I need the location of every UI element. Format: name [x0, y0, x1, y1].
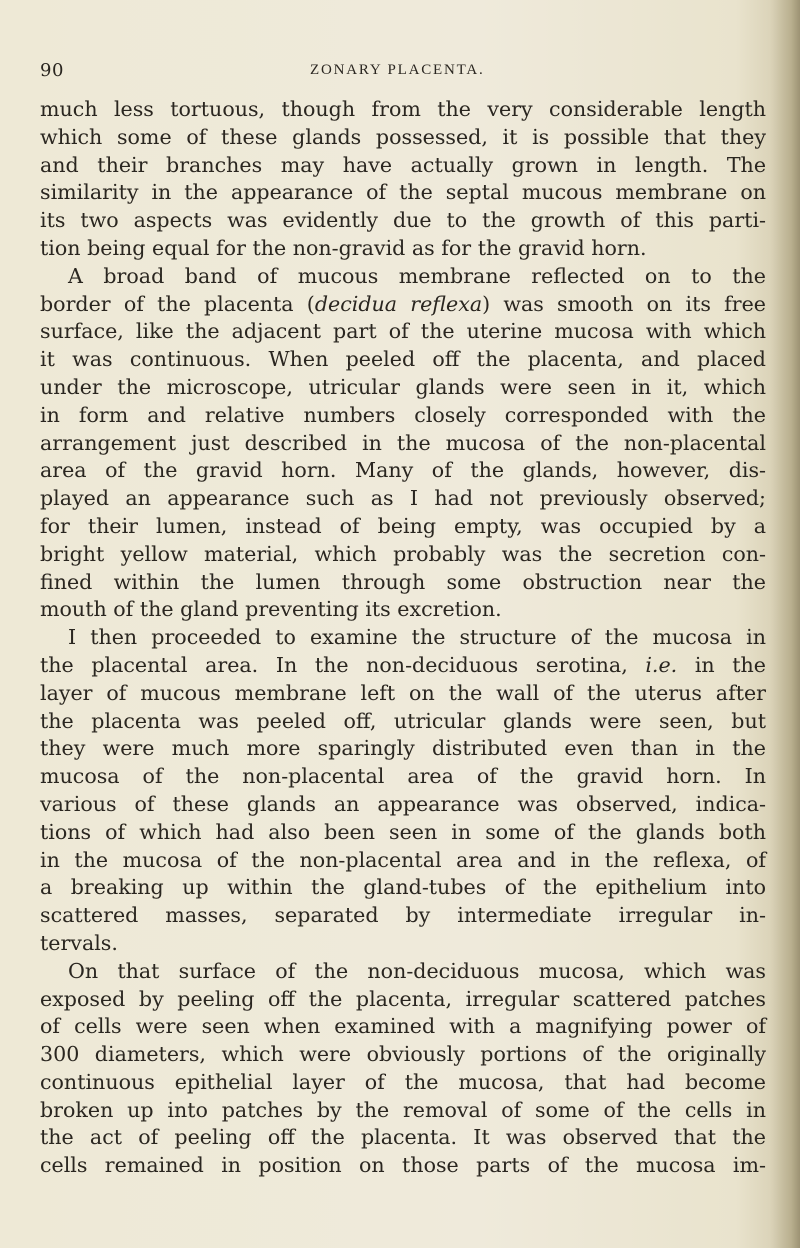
- running-title: ZONARY PLACENTA.: [310, 62, 485, 78]
- text-line: various of these glands an appearance was observed, indica-: [40, 791, 766, 816]
- text-line: continuous epithelial layer of the mucosa, that had become: [40, 1069, 766, 1094]
- text-line: in form and relative numbers closely corresponded with the: [40, 402, 766, 427]
- text-line: A broad band of mucous membrane reflected on to the: [68, 263, 766, 288]
- text-line: 300 diameters, which were obviously portions of the originally: [40, 1042, 766, 1067]
- text-line: it was continuous. When peeled off the placenta, and placed: [40, 347, 766, 372]
- text-line: similarity in the appearance of the septal mucous membrane on: [40, 180, 766, 205]
- italic-term: i.e.: [645, 652, 678, 677]
- paragraph-2: [40, 263, 766, 624]
- italic-term: decidua reflexa: [314, 291, 483, 316]
- text-line: under the microscope, utricular glands were seen in it, which: [40, 374, 766, 399]
- text-line: tion being equal for the non-gravid as for the gravid horn.: [40, 235, 647, 260]
- text-line: played an appearance such as I had not previously observed;: [40, 486, 766, 511]
- text-line: in the mucosa of the non-placental area and in the reflexa, of: [40, 847, 766, 872]
- text-line: tions of which had also been seen in some of the glands both: [40, 819, 766, 844]
- paragraph-3: [40, 624, 766, 958]
- text-line: broken up into patches by the removal of some of the cells in: [40, 1097, 766, 1122]
- paragraph-1: [40, 96, 766, 263]
- paragraph-4: [40, 958, 766, 1180]
- text-line: mouth of the gland preventing its excretion.: [40, 597, 502, 622]
- text-line: arrangement just described in the mucosa of the non-placental: [40, 430, 766, 455]
- text-line-italic: border of the placenta (decidua reflexa) was smooth on its free: [40, 291, 766, 316]
- text-line: exposed by peeling off the placenta, irregular scattered patches: [40, 986, 766, 1011]
- text-line: cells remained in position on those parts of the mucosa im-: [40, 1153, 766, 1178]
- text-line: of cells were seen when examined with a magnifying power of: [40, 1014, 766, 1039]
- page-number: 90: [40, 60, 64, 81]
- body-text: [40, 96, 766, 1180]
- text-line: for their lumen, instead of being empty, was occupied by a: [40, 513, 766, 538]
- page-edge-shadow: [770, 0, 800, 1248]
- text-line: area of the gravid horn. Many of the glands, however, dis-: [40, 458, 766, 483]
- text-line: tervals.: [40, 930, 118, 955]
- text-line: mucosa of the non-placental area of the gravid horn. In: [40, 764, 766, 789]
- text-line: bright yellow material, which probably was the secretion con-: [40, 541, 766, 566]
- text-line: the placental area. In the non-deciduous serotina, i.e. in the: [40, 652, 766, 677]
- text-line: the placenta was peeled off, utricular glands were seen, but: [40, 708, 766, 733]
- text-line: its two aspects was evidently due to the growth of this parti-: [40, 208, 766, 233]
- text-line: fined within the lumen through some obstruction near the: [40, 569, 766, 594]
- text-line: surface, like the adjacent part of the uterine mucosa with which: [40, 319, 766, 344]
- text-line: On that surface of the non-deciduous mucosa, which was: [68, 958, 766, 983]
- text-line: I then proceeded to examine the structure of the mucosa in: [68, 625, 766, 650]
- text-line: layer of mucous membrane left on the wall of the uterus after: [40, 680, 766, 705]
- text-line: which some of these glands possessed, it is possible that they: [40, 124, 766, 149]
- text-line: a breaking up within the gland-tubes of the epithelium into: [40, 875, 766, 900]
- text-line: scattered masses, separated by intermediate irregular in-: [40, 903, 766, 928]
- text-line: they were much more sparingly distributed even than in the: [40, 736, 766, 761]
- text-line: much less tortuous, though from the very considerable length: [40, 97, 766, 121]
- text-line: and their branches may have actually grown in length. The: [40, 152, 766, 177]
- text-line: the act of peeling off the placenta. It was observed that the: [40, 1125, 766, 1150]
